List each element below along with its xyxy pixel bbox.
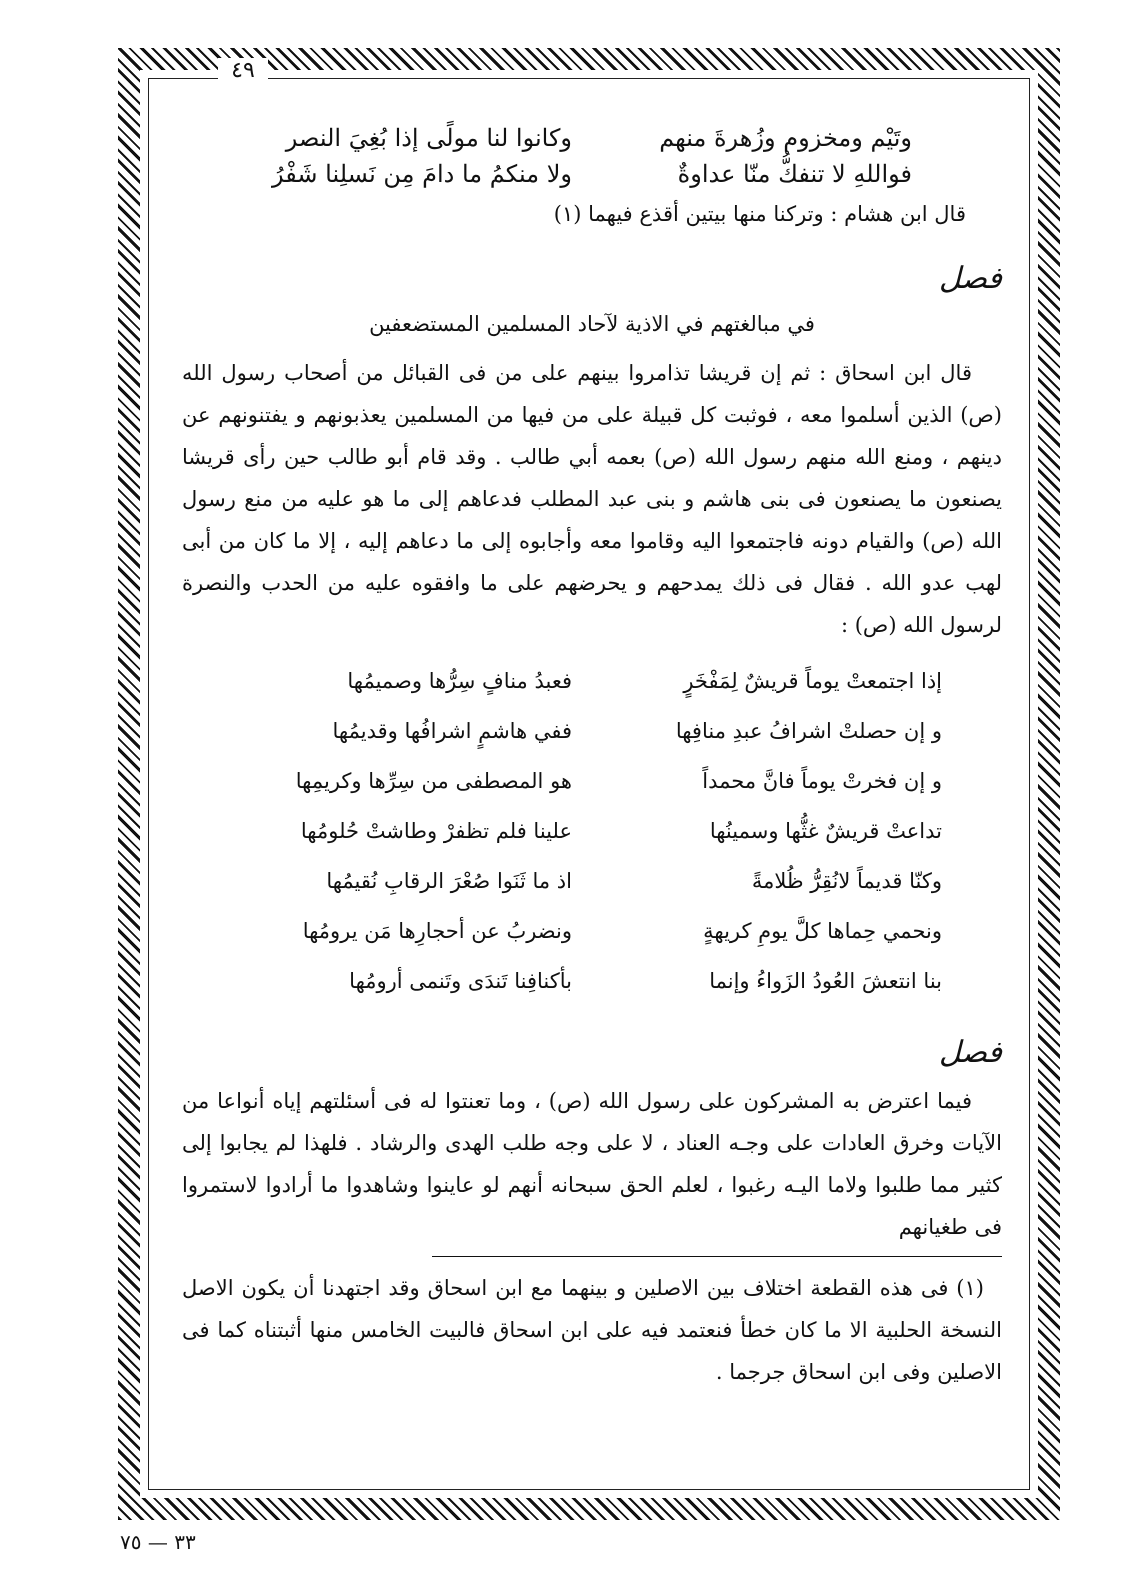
- verse-second-hemistich: فعبدُ منافٍ سِرُّها وصميمُها: [347, 669, 572, 693]
- verse-first-hemistich: وتَيْم ومخزوم وزُهرةَ منهم: [659, 124, 912, 152]
- abu-talib-poem: [182, 656, 1002, 1006]
- paragraph-2: [182, 1080, 1002, 1248]
- poem-verse: [182, 906, 1002, 956]
- verse-second-hemistich: وكانوا لنا مولًى إذا بُغِيَ النصر: [285, 124, 572, 152]
- verse-second-hemistich: ونضربُ عن أحجارِها مَن يرومُها: [302, 919, 572, 943]
- fasl-heading-2: فصل: [938, 1035, 1002, 1070]
- paragraph-text: قال ابن اسحاق : ثم إن قريشا تذامروا بينهم على من فى القبائل من أصحاب رسول الله (ص) الذين أسلموا معه ، فوثبت كل قبيلة على من فيها من المسلمين يعذبونهم و يفتنونهم عن دينهم ، ومنع الله منهم رسول الله (ص) بعمه أبي طالب . وقد قام أبو طالب حين رأى قريشا يصنعون ما يصنعون فى بنى هاشم و بنى عبد المطلب فدعاهم إلى ما هو عليه من منع رسول الله (ص) والقيام دونه فاجتمعوا اليه وقاموا معه وأجابوه إلى ما دعاهم إليه ، إلا ما كان من أبى لهب عدو الله . فقال فى ذلك يمدحهم و يحرضهم على ما وافقوه عليه من الحدب والنصرة لرسول الله (ص) :: [182, 361, 1002, 637]
- verse-second-hemistich: ففي هاشمٍ اشرافُها وقديمُها: [332, 719, 572, 743]
- paragraph-text: فيما اعترض به المشركون على رسول الله (ص) ، وما تعنتوا له فى أسئلتهم إياه أنواعا من الآيات وخرق العادات على وجـه العناد ، لا على وجه طلب الهدى والرشاد . فلهذا لم يجابوا إلى كثير مما طلبوا ولاما اليـه رغبوا ، لعلم الحق سبحانه أنهم لو عاينوا وشاهدوا ما أرادوا لاستمروا فى طغيانهم: [182, 1089, 1002, 1239]
- verse-line: [182, 120, 1002, 156]
- verse-first-hemistich: وكنّا قديماً لانُقِرُّ ظُلامةً: [751, 869, 942, 893]
- page-content: [182, 120, 1002, 1393]
- poem-verse: [182, 656, 1002, 706]
- verse-first-hemistich: و إن حصلتْ اشرافُ عبدِ منافِها: [675, 719, 942, 743]
- verse-second-hemistich: ولا منكمُ ما دامَ مِن نَسلِنا شَفْرُ: [272, 160, 572, 188]
- opening-verses: [182, 120, 1002, 192]
- poem-verse: [182, 856, 1002, 906]
- poem-verse: [182, 756, 1002, 806]
- verse-first-hemistich: بنا انتعشَ العُودُ الزَواءُ وإنما: [709, 969, 942, 993]
- verse-first-hemistich: فواللهِ لا تنفكُّ منّا عداوةٌ: [677, 160, 912, 188]
- poem-verse: [182, 706, 1002, 756]
- verse-second-hemistich: اذ ما ثَنَوا صُعْرَ الرقابِ نُقيمُها: [326, 869, 572, 893]
- verse-second-hemistich: بأكنافِنا تَندَى وتَنمى أرومُها: [349, 969, 572, 993]
- footnote-divider: [432, 1256, 1002, 1257]
- verse-second-hemistich: هو المصطفى من سِرِّها وكريمِها: [295, 769, 572, 793]
- verse-first-hemistich: إذا اجتمعتْ يوماً قريشٌ لِمَفْخَرٍ: [683, 669, 942, 693]
- fasl-heading-1: فصل: [938, 261, 1002, 296]
- section-title: في مبالغتهم في الاذية لآحاد المسلمين المستضعفين: [369, 312, 815, 336]
- footnotes: [182, 1267, 1002, 1393]
- verse-first-hemistich: تداعتْ قريشٌ غثُّها وسمينُها: [709, 819, 942, 843]
- verse-first-hemistich: ونحمي حِماها كلَّ يومِ كريهةٍ: [703, 919, 942, 943]
- poem-verse: [182, 806, 1002, 856]
- verse-first-hemistich: و إن فخرتْ يوماً فانَّ محمداً: [702, 769, 942, 793]
- printer-signature: ٣٣ — ٧٥: [120, 1530, 196, 1554]
- ibn-hisham-note: قال ابن هشام : وتركنا منها بيتين أقذع فيهما (١): [553, 202, 966, 226]
- verse-line: [182, 156, 1002, 192]
- paragraph-1: [182, 352, 1002, 646]
- page-number: ٤٩: [218, 58, 268, 84]
- poem-verse: [182, 956, 1002, 1006]
- footnote-1: (١) فى هذه القطعة اختلاف بين الاصلين و بينهما مع ابن اسحاق وقد اجتهدنا أن يكون الاصل النسخة الحلبية الا ما كان خطأ فنعتمد فيه على ابن اسحاق فالبيت الخامس منها أثبتناه كما فى الاصلين وفى ابن اسحاق جرجما .: [182, 1276, 1002, 1384]
- verse-second-hemistich: علينا فلم تظفرْ وطاشتْ حُلومُها: [300, 819, 572, 843]
